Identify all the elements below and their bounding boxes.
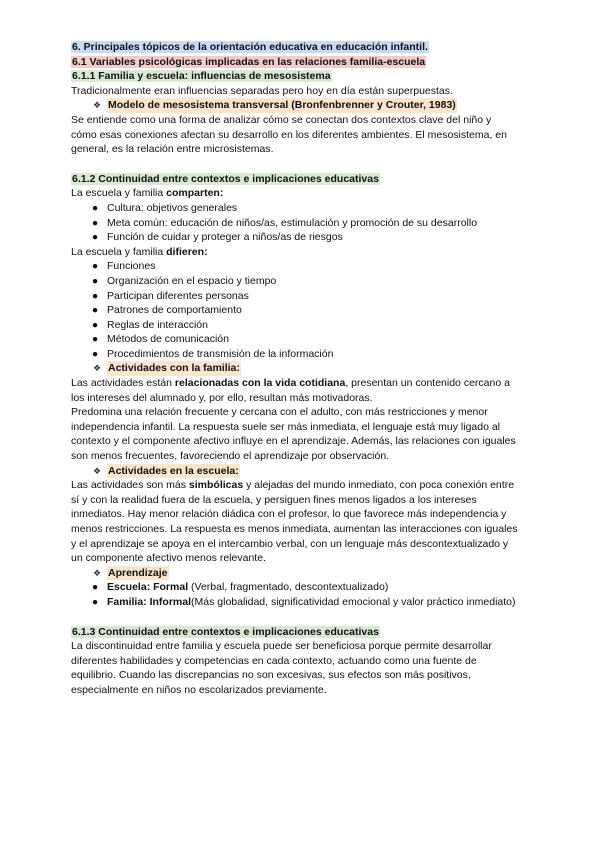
list-item: ● Funciones [71,259,531,274]
heading-6-1-2-text: 6.1.2 Continuidad entre contextos e implicaciones educativas [72,172,379,185]
share-list [71,201,531,245]
subheading-model-text: Modelo de mesosistema transversal (Bronfenbrenner y Crouter, 1983) [108,99,456,112]
share-intro-text: La escuela y familia [71,187,164,200]
paragraph-line: un componente afectivo menos relevante. [71,552,266,565]
paragraph-line: y el aprendizaje se apoya en el intercambio verbal, con un lenguaje más descontextualizado y [71,537,509,550]
paragraph-line: los intereses del alumnado y, por ello, resultan más motivadoras. [71,391,373,404]
bullet-icon: ● [91,304,99,317]
heading-6-1-2 [71,172,531,187]
paragraph-line: equilibrio. Cuando las discrepancias no son excesivas, sus efectos son más positivos, [71,669,471,682]
learning-list [71,580,531,609]
paragraph-model [71,113,531,157]
paragraph-family [71,376,531,464]
list-item: ● Organización en el espacio y tiempo [71,274,531,289]
differ-intro-text: La escuela y familia [71,245,164,258]
subheading-family [91,361,531,376]
bullet-icon: ● [91,347,99,360]
list-item: ● Métodos de comunicación [71,332,531,347]
list-item: ● Participan diferentes personas [71,289,531,304]
heading-6-1-1 [71,69,531,84]
diamond-icon: ❖ [92,465,102,476]
list-item: ● Reglas de interacción [71,318,531,333]
paragraph-line: independencia infantil. La respuesta suele ser más inmediata, el lenguaje está muy ligado al [71,420,501,433]
differ-intro [71,245,531,260]
heading-6-text: 6. Principales tópicos de la orientación educativa en educación infantil. [72,41,428,53]
list-item: ● Escuela: Formal (Verbal, fragmentado, descontextualizado) [71,580,531,595]
differ-list [71,259,531,361]
subheading-family-text: Actividades con la familia: [108,362,240,375]
subheading-model [91,98,531,113]
paragraph-line: sí y con la realidad fuera de la escuela, y persiguen fines menos ligados a los intereses [71,493,477,506]
list-item: ● Patrones de comportamiento [71,303,531,318]
paragraph-line: Se entiende como una forma de analizar cómo se conectan dos contextos clave del niño y [71,113,492,126]
subheading-learning-text: Aprendizaje [108,566,168,579]
heading-6-1-1-text: 6.1.1 Familia y escuela: influencias de mesosistema [72,70,331,83]
document-body [71,40,531,698]
paragraph-line: menos restricciones. La respuesta es menos inmediata, aumentan las interacciones con iguales [71,523,518,535]
bullet-icon: ● [91,318,99,331]
differ-intro-bold: difieren: [166,245,208,258]
paragraph-line: general, es la relación entre microsistemas. [71,143,274,156]
paragraph-traditional: Tradicionalmente eran influencias separadas pero hoy en día están superpuestas. [71,84,453,97]
heading-6 [71,40,531,55]
paragraph-line: diferentes habilidades y competencias en cada contexto, actuando como una fuente de [71,654,477,667]
paragraph-line: Las actividades son más simbólicas y alejadas del mundo inmediato, con poca conexión entre [71,479,515,492]
paragraph-line: son menos frecuentes, favoreciendo el aprendizaje por observación. [71,450,390,463]
share-intro [71,186,531,201]
bullet-icon: ● [91,231,99,244]
heading-6-1-text: 6.1 Variables psicológicas implicadas en las relaciones familia-escuela [72,55,426,68]
list-item: ● Meta común: educación de niños/as, estimulación y promoción de su desarrollo [71,216,531,231]
bullet-icon: ● [91,216,99,229]
bullet-icon: ● [91,274,99,287]
list-item: ● Familia: Informal(Más globalidad, significatividad emocional y valor práctico inmediato) [71,595,531,610]
share-intro-bold: comparten: [166,187,224,200]
paragraph-line: Las actividades están relacionadas con la vida cotidiana, presentan un contenido cercano a [71,377,510,390]
paragraph-line: especialmente en niños no escolarizados previamente. [71,683,327,696]
bullet-icon: ● [91,289,99,302]
paragraph-line: cómo esas conexiones afectan su desarrollo en los diferentes ambientes. El mesosistema, en [71,128,507,141]
list-item: ● Procedimientos de transmisión de la información [71,347,531,362]
subheading-school [91,464,531,479]
diamond-icon: ❖ [92,363,102,374]
bullet-icon: ● [91,595,99,608]
paragraph-line: Predomina una relación frecuente y cercana con el adulto, con más restricciones y menor [71,406,488,419]
bullet-icon: ● [91,201,99,214]
diamond-icon: ❖ [92,100,102,111]
paragraph-613 [71,639,531,697]
paragraph-school [71,478,531,566]
bullet-icon: ● [91,333,99,346]
paragraph-line: inmediatos. Hay menor relación diádica con el profesor, lo que favorece más independencia y [71,508,507,521]
heading-6-1-3 [71,625,531,640]
bullet-icon: ● [91,260,99,273]
heading-6-1-3-text: 6.1.3 Continuidad entre contextos e implicaciones educativas [72,625,379,638]
diamond-icon: ❖ [92,567,102,578]
paragraph-line: contexto y el componente afectivo influye en el aprendizaje. Además, las relaciones con iguales [71,435,516,448]
subheading-learning [91,566,531,581]
list-item: ● Función de cuidar y proteger a niños/as de riesgos [71,230,531,245]
subheading-school-text: Actividades en la escuela: [108,464,239,477]
list-item: ● Cultura: objetivos generales [71,201,531,216]
paragraph-line: La discontinuidad entre familia y escuela puede ser beneficiosa porque permite desarrollar [71,640,492,653]
bullet-icon: ● [91,581,99,594]
heading-6-1 [71,55,531,70]
